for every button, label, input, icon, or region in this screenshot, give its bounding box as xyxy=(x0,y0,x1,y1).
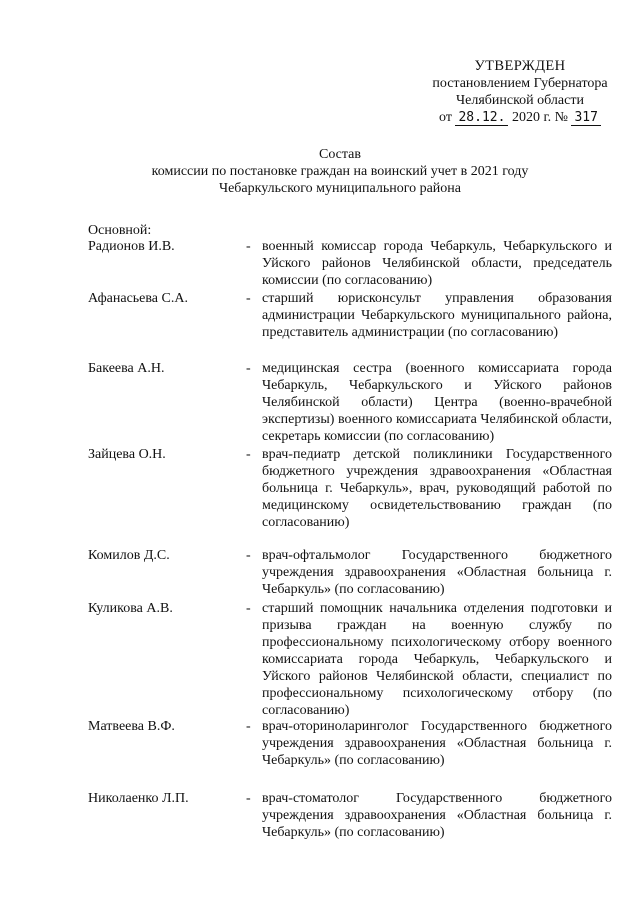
member-role: врач-офтальмолог Государственного бюджетного учреждения здравоохранения «Областная больница г. Чебаркуль» (по согласованию) xyxy=(262,548,612,597)
approval-from: от xyxy=(439,110,452,125)
member-name: Зайцева О.Н. xyxy=(88,447,166,462)
member-role: врач-педиатр детской поликлиники Государственного бюджетного учреждения здравоохранения «Областная больница г. Чебаркуль», врач, руководящий работой по медицинскому освидетельствованию граждан (по согласованию) xyxy=(262,447,612,530)
approval-date-handwritten: 28.12. xyxy=(455,111,508,126)
member-dash: - xyxy=(246,719,251,734)
member-name: Матвеева В.Ф. xyxy=(88,719,175,734)
member-dash: - xyxy=(246,361,251,376)
approval-heading: УТВЕРЖДЕН xyxy=(474,58,566,74)
member-dash: - xyxy=(246,447,251,462)
member-role: военный комиссар города Чебаркуль, Чебаркульского и Уйского районов Челябинской области, председатель комиссии (по согласованию) xyxy=(262,239,612,288)
title-line-2: комиссии по постановке граждан на воинский учет в 2021 году xyxy=(151,164,529,179)
approval-date-line xyxy=(405,109,635,126)
approval-year: 2020 г. № xyxy=(511,110,568,125)
member-name: Николаенко Л.П. xyxy=(88,791,189,806)
approval-line-1: постановлением Губернатора xyxy=(432,76,608,91)
member-name: Куликова А.В. xyxy=(88,601,173,616)
title-line-1: Состав xyxy=(318,147,361,162)
member-dash: - xyxy=(246,291,251,306)
member-dash: - xyxy=(246,548,251,563)
title-line-3: Чебаркульского муниципального района xyxy=(218,181,462,196)
member-name: Афанасьева С.А. xyxy=(88,291,188,306)
approval-number-handwritten: 317 xyxy=(571,111,600,126)
member-name: Бакеева А.Н. xyxy=(88,361,165,376)
member-role: медицинская сестра (военного комиссариата города Чебаркуль, Чебаркульского и Уйского районов Челябинской области) Центра (военно-врачебной экспертизы) военного комиссариата Челябинской области, секретарь комиссии (по согласованию) xyxy=(262,361,612,444)
member-role: врач-стоматолог Государственного бюджетного учреждения здравоохранения «Областная больница г. Чебаркуль» (по согласованию) xyxy=(262,791,612,840)
member-role: старший помощник начальника отделения подготовки и призыва граждан на военную службу по профессиональному психологическому отбору военного комиссариата города Чебаркуль, Чебаркульского и Уйского районов Челябинской области, специалист по профессиональному психологическому отбору (по согласованию) xyxy=(262,601,612,718)
approval-line-2: Челябинской области xyxy=(456,93,584,108)
member-name: Комилов Д.С. xyxy=(88,548,170,563)
member-dash: - xyxy=(246,791,251,806)
approval-block xyxy=(405,58,635,126)
member-dash: - xyxy=(246,601,251,616)
section-label: Основной: xyxy=(88,223,152,238)
member-dash: - xyxy=(246,239,251,254)
member-role: врач-оториноларинголог Государственного бюджетного учреждения здравоохранения «Областная больница г. Чебаркуль» (по согласованию) xyxy=(262,719,612,768)
member-role: старший юрисконсульт управления образования администрации Чебаркульского муниципального района, представитель администрации (по согласованию) xyxy=(262,291,612,340)
member-name: Радионов И.В. xyxy=(88,239,175,254)
document-title xyxy=(60,146,620,197)
